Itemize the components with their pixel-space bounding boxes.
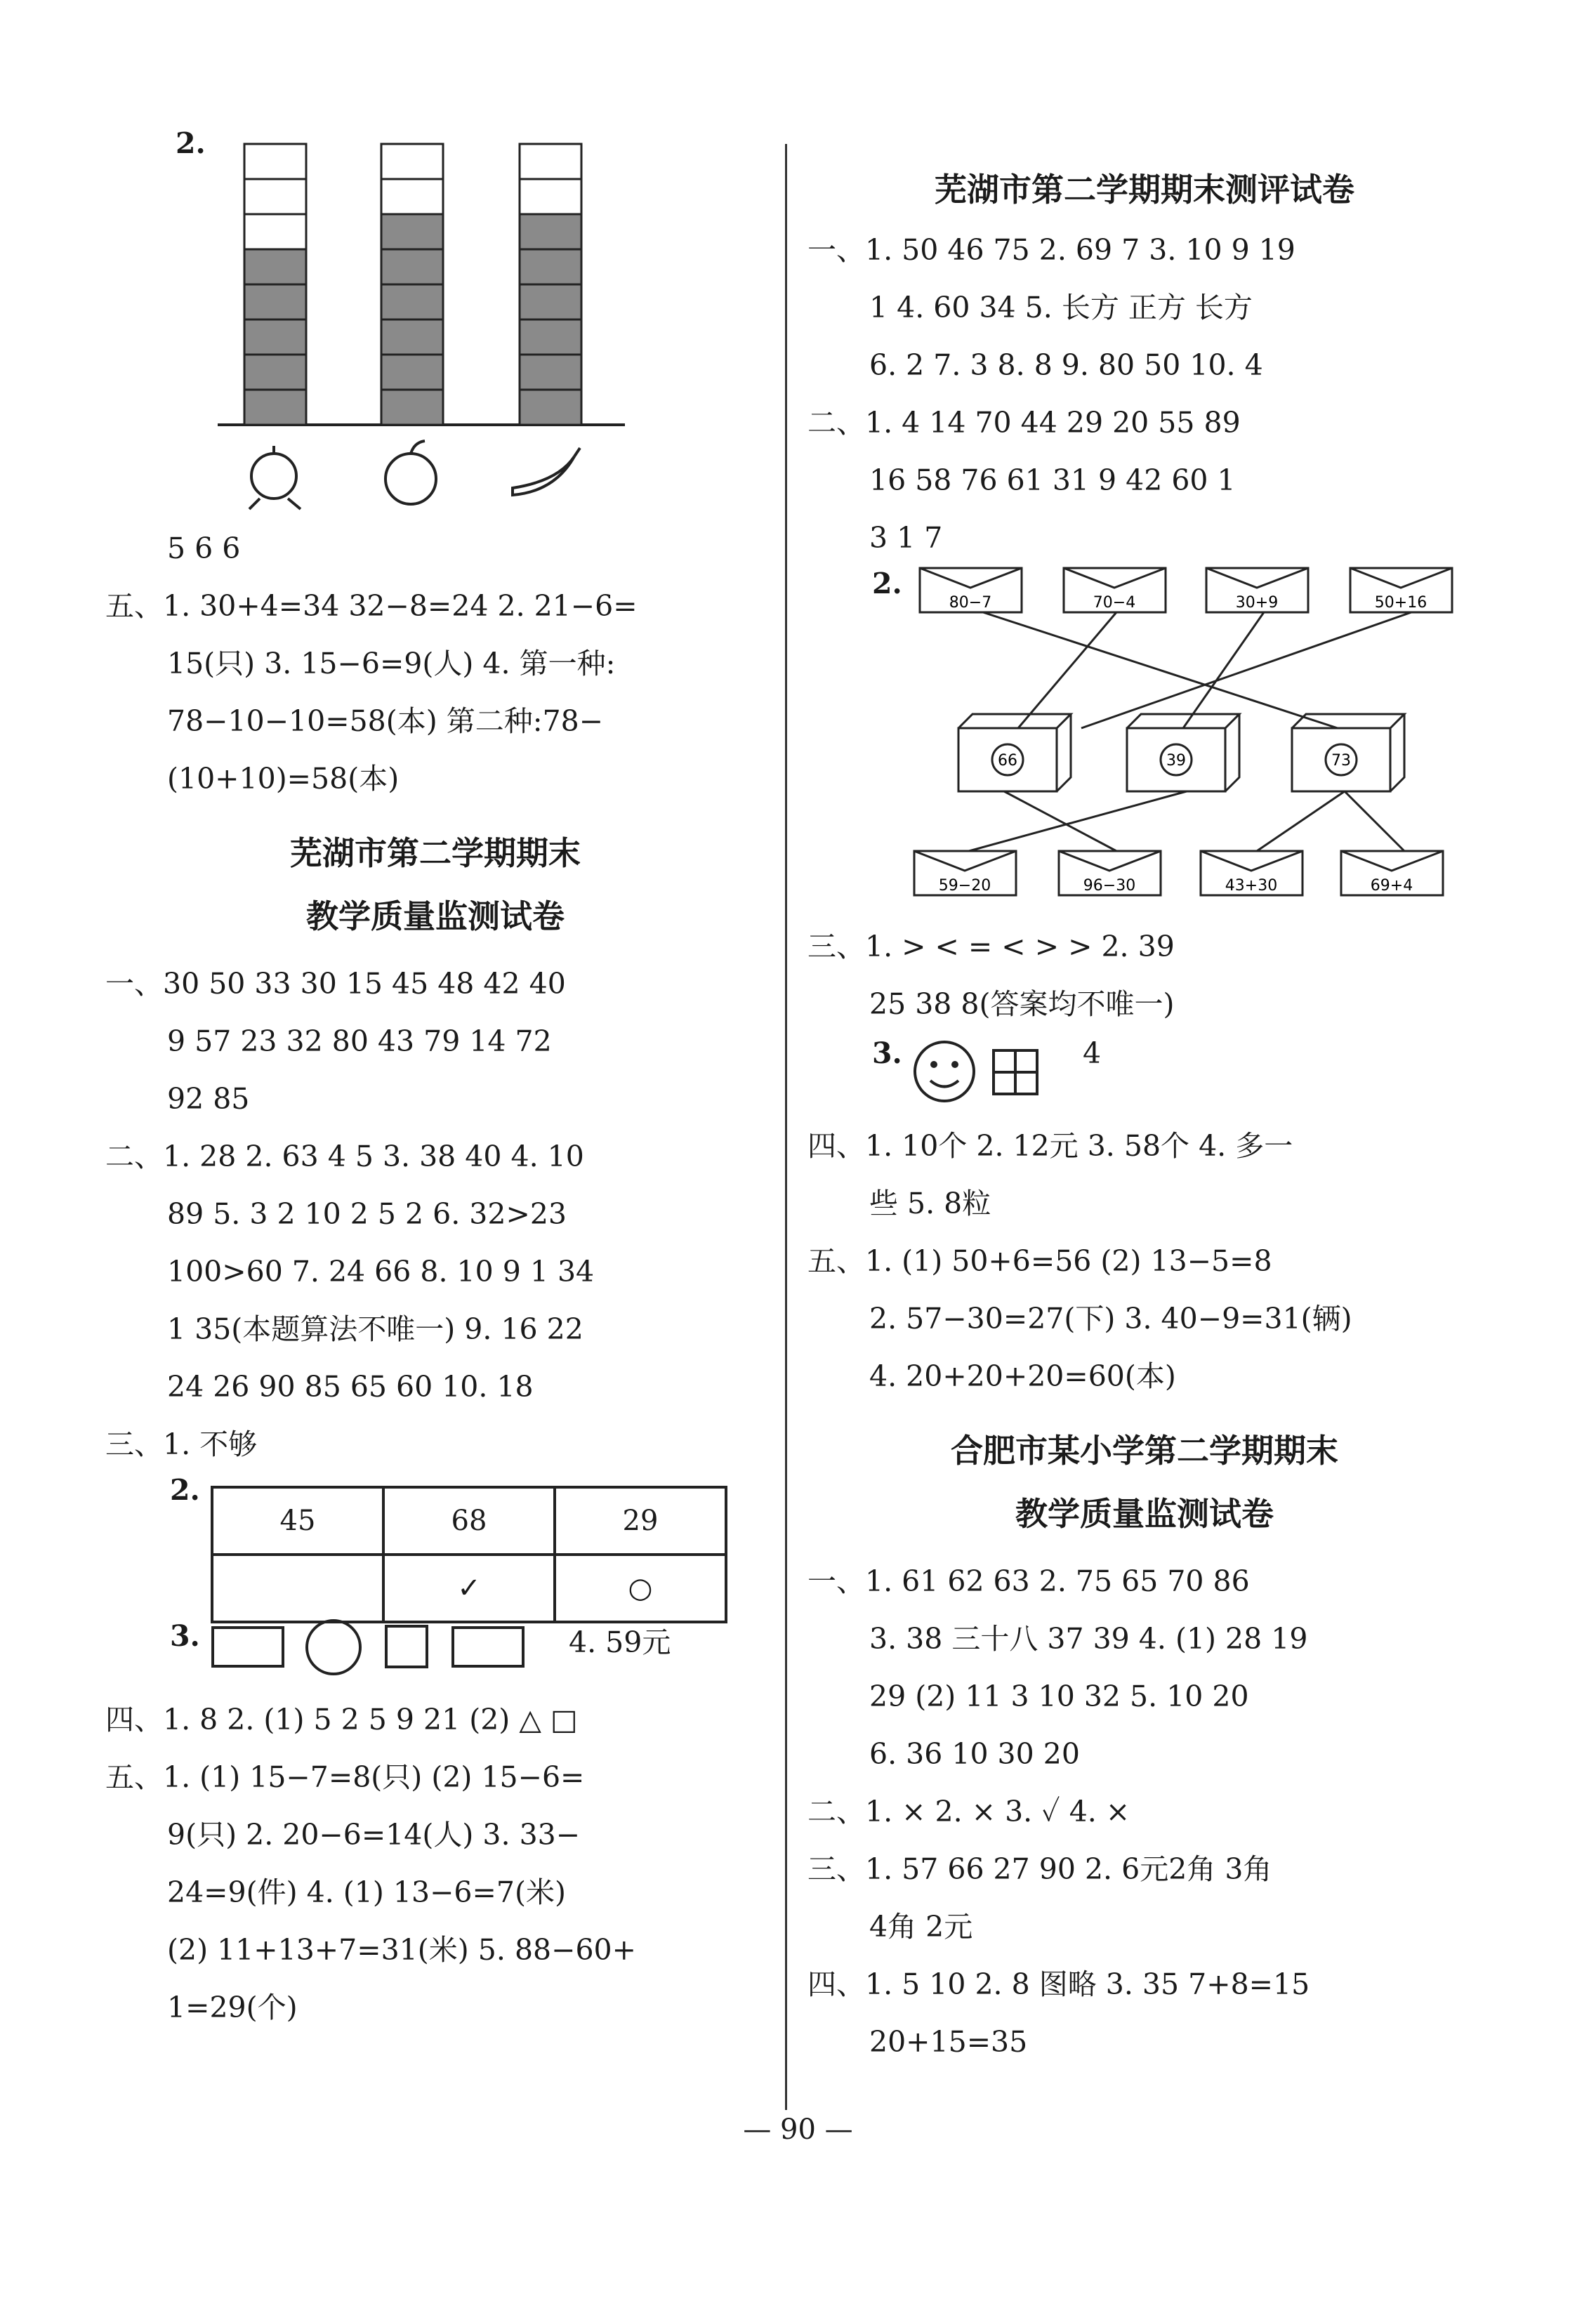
exam-title-hefei: 合肥市某小学第二学期期末 <box>951 1432 1338 1470</box>
filled-cell-apple <box>381 390 443 425</box>
r-q2-line-3: 3 1 7 <box>869 521 943 555</box>
filled-cell-apple <box>381 284 443 319</box>
r-q5-line-3: 4. 20+20+20=60(本) <box>869 1359 1176 1393</box>
envelope-top-2 <box>1064 568 1166 612</box>
mailbox-3 <box>1292 714 1404 791</box>
orange-icon <box>249 446 301 509</box>
r-q1-line-2: 1 4. 60 34 5. 长方 正方 长方 <box>869 291 1253 324</box>
q5-line-1: 五、1. (1) 15−7=8(只) (2) 15−6= <box>105 1760 585 1794</box>
r-q4-line-1: 四、1. 10个 2. 12元 3. 58个 4. 多一 <box>807 1129 1293 1163</box>
empty-cell-orange <box>244 179 306 214</box>
exam-subtitle-wuhu-quality: 教学质量监测试卷 <box>306 897 565 935</box>
filled-cell-apple <box>381 355 443 390</box>
filled-cell-orange <box>244 284 306 319</box>
envelope-top-4 <box>1350 568 1452 612</box>
h4-line-2: 20+15=35 <box>869 2025 1028 2059</box>
chart-label: 2. <box>176 126 206 160</box>
table-label: 2. <box>170 1473 200 1507</box>
mailbox-1 <box>958 714 1071 791</box>
filled-cell-banana <box>520 249 581 284</box>
table-head-cell: 68 <box>383 1487 555 1555</box>
envelope-bottom-4 <box>1341 851 1443 895</box>
filled-cell-orange <box>244 319 306 355</box>
smiley-icon <box>915 1042 974 1101</box>
table-mark-cell: ✓ <box>383 1555 555 1622</box>
svg-text:69+4: 69+4 <box>1370 877 1413 895</box>
diagram-label: 2. <box>872 567 902 600</box>
section5-line-2: 15(只) 3. 15−6=9(人) 4. 第一种: <box>167 647 616 680</box>
q2-line-3: 100>60 7. 24 66 8. 10 9 1 34 <box>167 1255 595 1288</box>
empty-cell-apple <box>381 179 443 214</box>
q2-line-1: 二、1. 28 2. 63 4 5 3. 38 40 4. 10 <box>105 1140 584 1173</box>
q5-line-4: (2) 11+13+7=31(米) 5. 88−60+ <box>167 1933 636 1967</box>
svg-text:39: 39 <box>1166 752 1186 770</box>
table-mark-cell: ○ <box>555 1555 726 1622</box>
q1-line-2: 9 57 23 32 80 43 79 14 72 <box>167 1024 552 1058</box>
filled-cell-banana <box>520 214 581 249</box>
svg-text:59−20: 59−20 <box>938 877 991 895</box>
bar-chart-block <box>105 126 765 520</box>
table-mark-cell <box>212 1555 383 1622</box>
h3-line-1: 三、1. 57 66 27 90 2. 6元2角 3角 <box>807 1852 1272 1886</box>
filled-cell-apple <box>381 214 443 249</box>
mailbox-diagram-block <box>807 567 1482 918</box>
q3-line-1: 三、1. 不够 <box>105 1427 258 1461</box>
column-divider <box>785 144 787 2110</box>
exam-title-wuhu-eval: 芜湖市第二学期期末测评试卷 <box>935 171 1354 209</box>
apple-icon <box>385 441 436 504</box>
svg-text:80−7: 80−7 <box>949 594 992 612</box>
h4-line-1: 四、1. 5 10 2. 8 图略 3. 35 7+8=15 <box>807 1967 1310 2001</box>
bar-chart <box>105 126 737 520</box>
r-q3-line-2: 25 38 8(答案均不唯一) <box>869 987 1175 1021</box>
rectangle-shape <box>213 1628 283 1666</box>
grid-icon <box>994 1050 1037 1094</box>
section5-line-3: 78−10−10=58(本) 第二种:78− <box>167 704 604 738</box>
q1-line-3: 92 85 <box>167 1082 250 1116</box>
filled-cell-orange <box>244 355 306 390</box>
svg-text:70−4: 70−4 <box>1093 594 1136 612</box>
filled-cell-banana <box>520 390 581 425</box>
circle-shape <box>307 1621 360 1674</box>
h3-line-2: 4角 2元 <box>869 1910 973 1944</box>
envelope-top-1 <box>920 568 1022 612</box>
q3-item4: 4. 59元 <box>569 1626 671 1659</box>
filled-cell-banana <box>520 284 581 319</box>
filled-cell-apple <box>381 319 443 355</box>
filled-cell-banana <box>520 319 581 355</box>
q2-line-2: 89 5. 3 2 10 2 5 2 6. 32>23 <box>167 1197 567 1231</box>
smiley-answer: 4 <box>1083 1036 1102 1070</box>
h1-line-3: 29 (2) 11 3 10 32 5. 10 20 <box>869 1680 1249 1713</box>
q5-line-5: 1=29(个) <box>167 1991 298 2024</box>
q2-line-4: 1 35(本题算法不唯一) 9. 16 22 <box>167 1312 583 1346</box>
rectangle-shape-2 <box>453 1628 523 1666</box>
table-head-cell: 29 <box>555 1487 726 1555</box>
h2-line: 二、1. × 2. × 3. ✓ 4. × <box>807 1795 1130 1828</box>
h1-line-2: 3. 38 三十八 37 39 4. (1) 28 19 <box>869 1622 1308 1656</box>
shapes-label: 3. <box>170 1619 200 1653</box>
q2-line-5: 24 26 90 85 65 60 10. 18 <box>167 1370 534 1404</box>
svg-text:43+30: 43+30 <box>1225 877 1278 895</box>
r-q3-line-1: 三、1. > < = < > > 2. 39 <box>807 930 1175 963</box>
empty-cell-banana <box>520 144 581 179</box>
exam-title-wuhu-quality: 芜湖市第二学期期末 <box>290 834 581 872</box>
exam-subtitle-hefei: 教学质量监测试卷 <box>1015 1495 1274 1533</box>
answer-table-block <box>105 1473 765 1614</box>
section5-line-4: (10+10)=58(本) <box>167 762 400 796</box>
svg-text:66: 66 <box>998 752 1017 770</box>
empty-cell-banana <box>520 179 581 214</box>
mailbox-2 <box>1127 714 1239 791</box>
r-q5-line-2: 2. 57−30=27(下) 3. 40−9=31(辆) <box>869 1302 1352 1336</box>
q1-line-1: 一、30 50 33 30 15 45 48 42 40 <box>105 967 566 1001</box>
r-q1-line-1: 一、1. 50 46 75 2. 69 7 3. 10 9 19 <box>807 233 1295 267</box>
svg-text:50+16: 50+16 <box>1374 594 1427 612</box>
section5-line-1: 五、1. 30+4=34 32−8=24 2. 21−6= <box>105 589 638 623</box>
r-q2-line-2: 16 58 76 61 31 9 42 60 1 <box>869 463 1236 497</box>
empty-cell-orange <box>244 144 306 179</box>
banana-icon <box>513 448 580 495</box>
q4-line: 四、1. 8 2. (1) 5 2 5 9 21 (2) △ □ <box>105 1703 578 1736</box>
smiley-figure <box>913 1033 1095 1110</box>
mailbox-diagram <box>807 567 1482 918</box>
answer-table <box>211 1486 727 1623</box>
r-q5-line-1: 五、1. (1) 50+6=56 (2) 13−5=8 <box>807 1244 1272 1278</box>
table-head-cell: 45 <box>212 1487 383 1555</box>
envelope-bottom-2 <box>1059 851 1161 895</box>
svg-text:30+9: 30+9 <box>1235 594 1279 612</box>
envelope-bottom-3 <box>1201 851 1302 895</box>
svg-text:96−30: 96−30 <box>1083 877 1136 895</box>
svg-text:73: 73 <box>1331 752 1351 770</box>
empty-cell-apple <box>381 144 443 179</box>
filled-cell-orange <box>244 390 306 425</box>
smiley-label: 3. <box>872 1036 902 1070</box>
envelope-bottom-1 <box>914 851 1016 895</box>
q5-line-3: 24=9(件) 4. (1) 13−6=7(米) <box>167 1875 566 1909</box>
envelope-top-3 <box>1206 568 1308 612</box>
filled-cell-banana <box>520 355 581 390</box>
right-column <box>807 126 1482 2071</box>
r-q1-line-3: 6. 2 7. 3 8. 8 9. 80 50 10. 4 <box>869 348 1263 382</box>
left-column <box>105 126 765 2036</box>
square-shape <box>386 1626 427 1667</box>
filled-cell-apple <box>381 249 443 284</box>
empty-cell-orange <box>244 214 306 249</box>
r-q2-line-1: 二、1. 4 14 70 44 29 20 55 89 <box>807 406 1241 440</box>
r-q4-line-2: 些 5. 8粒 <box>869 1187 991 1220</box>
q5-line-2: 9(只) 2. 20−6=14(人) 3. 33− <box>167 1818 581 1852</box>
h1-line-4: 6. 36 10 30 20 <box>869 1737 1080 1771</box>
shapes-row <box>105 1614 765 1691</box>
h1-line-1: 一、1. 61 62 63 2. 75 65 70 86 <box>807 1564 1250 1598</box>
page-number: — 90 — <box>743 2114 853 2146</box>
chart-answer: 5 6 6 <box>167 532 241 565</box>
smiley-row <box>807 1033 1482 1117</box>
filled-cell-orange <box>244 249 306 284</box>
